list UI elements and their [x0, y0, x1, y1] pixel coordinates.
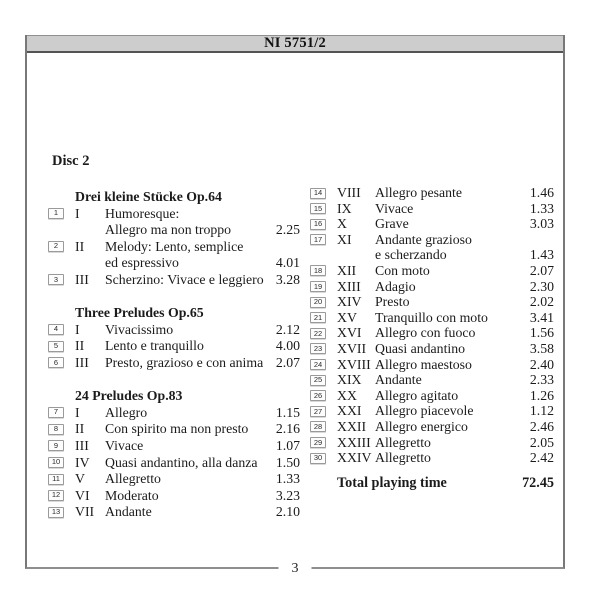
track-title: Andante: [375, 372, 422, 388]
track-number-badge: 15: [310, 203, 326, 214]
section-heading: Three Preludes Op.65: [75, 305, 204, 321]
track-row: [310, 216, 554, 232]
track-row: [310, 357, 554, 373]
track-number-cell: [310, 388, 337, 402]
track-number-badge: 24: [310, 359, 326, 370]
track-time: 2.12: [275, 321, 300, 337]
track-title: Allegretto: [375, 450, 431, 466]
track-number-cell: [310, 372, 337, 386]
track-title: Lento e tranquillo: [105, 338, 204, 354]
track-time: 1.12: [529, 403, 554, 419]
track-row: [310, 450, 554, 466]
track-number-cell: [310, 341, 337, 355]
track-number-cell: [310, 294, 337, 308]
total-playing-time-value: 72.45: [522, 474, 554, 491]
total-playing-time-row: [310, 476, 554, 492]
track-time: 2.42: [529, 450, 554, 466]
track-row: [48, 338, 300, 355]
track-roman-numeral: XXII: [337, 418, 367, 434]
track-row: [310, 279, 554, 295]
track-time: 2.07: [275, 354, 300, 370]
track-roman-numeral: II: [75, 338, 85, 354]
track-time: 3.58: [529, 340, 554, 356]
track-number-cell: [310, 357, 337, 371]
track-title: Adagio: [375, 278, 416, 294]
track-number-badge: 30: [310, 453, 326, 464]
track-roman-numeral: XXIII: [337, 434, 371, 450]
track-roman-numeral: III: [75, 354, 89, 370]
track-number-cell: [310, 263, 337, 277]
track-number-cell: [310, 435, 337, 449]
track-number-badge: 3: [48, 274, 64, 285]
track-number-badge: 29: [310, 437, 326, 448]
track-row: [48, 504, 300, 521]
track-number-cell: [310, 403, 337, 417]
track-row: [310, 388, 554, 404]
track-time: 1.26: [529, 387, 554, 403]
track-number-cell: [48, 504, 75, 518]
track-roman-numeral: I: [75, 321, 80, 337]
track-roman-numeral: VII: [75, 504, 95, 520]
track-row: [310, 185, 554, 201]
track-number-cell: [310, 216, 337, 230]
track-number-cell: [48, 272, 75, 286]
track-number-badge: 14: [310, 188, 326, 199]
track-number-cell: [48, 206, 75, 220]
track-number-cell: [48, 421, 75, 435]
track-title: Moderato: [105, 487, 159, 503]
track-number-cell: [48, 405, 75, 419]
track-roman-numeral: XI: [337, 231, 352, 247]
track-continuation-row: [310, 247, 554, 263]
track-title: Allegro energico: [375, 418, 468, 434]
track-title: Quasi andantino: [375, 340, 466, 356]
track-number-badge: 17: [310, 234, 326, 245]
track-row: [310, 294, 554, 310]
track-number-badge: 2: [48, 241, 64, 252]
track-time: 1.50: [275, 454, 300, 470]
track-roman-numeral: V: [75, 471, 85, 487]
track-title: Andante grazioso: [375, 231, 472, 247]
track-roman-numeral: XXI: [337, 403, 362, 419]
track-roman-numeral: I: [75, 205, 80, 221]
track-roman-numeral: XIV: [337, 294, 362, 310]
track-number-cell: [310, 232, 337, 246]
track-number-cell: [310, 201, 337, 215]
catalog-number: NI 5751/2: [264, 35, 326, 51]
track-column-left: [48, 189, 300, 521]
track-title: Allegretto: [375, 434, 431, 450]
page-number: 3: [279, 561, 312, 577]
track-number-badge: 23: [310, 343, 326, 354]
track-number-badge: 5: [48, 341, 64, 352]
track-number-badge: 19: [310, 281, 326, 292]
track-row: [48, 405, 300, 422]
track-time: 2.05: [529, 434, 554, 450]
track-title: Allegro piacevole: [375, 403, 474, 419]
track-row: [48, 322, 300, 339]
track-row: [48, 488, 300, 505]
track-title: Vivacissimo: [105, 321, 174, 337]
track-row: [310, 263, 554, 279]
track-number-badge: 26: [310, 390, 326, 401]
track-number-badge: 27: [310, 406, 326, 417]
track-number-badge: 10: [48, 457, 64, 468]
track-number-badge: 8: [48, 424, 64, 435]
track-time: 2.25: [275, 222, 300, 238]
track-number-badge: 16: [310, 219, 326, 230]
track-row: [310, 325, 554, 341]
track-time: 3.03: [529, 216, 554, 232]
track-roman-numeral: VIII: [337, 185, 361, 200]
track-number-badge: 6: [48, 357, 64, 368]
track-number-badge: 20: [310, 297, 326, 308]
track-time: 2.46: [529, 418, 554, 434]
track-title: Allegro ma non troppo: [105, 222, 232, 238]
track-number-cell: [48, 438, 75, 452]
track-time: 2.40: [529, 356, 554, 372]
spacer-row: [48, 372, 300, 389]
track-roman-numeral: X: [337, 216, 347, 232]
track-number-cell: [310, 325, 337, 339]
track-number-badge: 4: [48, 324, 64, 335]
track-row: [310, 403, 554, 419]
track-title: Allegro maestoso: [375, 356, 472, 372]
track-roman-numeral: XVIII: [337, 356, 371, 372]
track-roman-numeral: VI: [75, 487, 90, 503]
track-number-badge: 28: [310, 421, 326, 432]
track-title: Allegro agitato: [375, 387, 459, 403]
track-time: 4.00: [275, 338, 300, 354]
track-number-badge: 7: [48, 407, 64, 418]
track-roman-numeral: II: [75, 238, 85, 254]
track-column-right: [310, 185, 554, 491]
catalog-header-bar: [27, 35, 563, 53]
track-time: 2.02: [529, 294, 554, 310]
track-time: 3.28: [275, 271, 300, 287]
section-heading: Drei kleine Stücke Op.64: [75, 189, 222, 204]
track-time: 1.33: [275, 471, 300, 487]
track-title: Humoresque:: [105, 205, 180, 221]
track-time: 2.07: [529, 262, 554, 278]
track-time: 3.23: [275, 487, 300, 503]
track-row: [310, 419, 554, 435]
track-title: Quasi andantino, alla danza: [105, 454, 258, 470]
track-row: [310, 232, 554, 248]
track-continuation-row: [48, 222, 300, 239]
track-row: [48, 206, 300, 223]
track-title: e scherzando: [375, 247, 447, 263]
track-number-cell: [48, 322, 75, 336]
track-row: [48, 455, 300, 472]
track-row: [48, 421, 300, 438]
track-number-cell: [310, 419, 337, 433]
track-roman-numeral: I: [75, 404, 80, 420]
track-time: 1.33: [529, 200, 554, 216]
track-number-badge: 22: [310, 328, 326, 339]
track-continuation-row: [48, 255, 300, 272]
track-roman-numeral: XXIV: [337, 450, 372, 466]
track-roman-numeral: II: [75, 421, 85, 437]
track-time: 1.43: [529, 247, 554, 263]
track-time: 1.46: [529, 185, 554, 200]
track-number-badge: 13: [48, 507, 64, 518]
track-row: [310, 341, 554, 357]
track-roman-numeral: XVII: [337, 340, 367, 356]
track-title: Vivace: [105, 437, 144, 453]
track-number-cell: [48, 488, 75, 502]
track-title: Andante: [105, 504, 152, 520]
track-time: 2.16: [275, 421, 300, 437]
track-roman-numeral: XII: [337, 262, 357, 278]
track-title: Con moto: [375, 262, 430, 278]
track-title: Con spirito ma non presto: [105, 421, 249, 437]
track-row: [310, 372, 554, 388]
total-playing-time-label: Total playing time: [337, 474, 447, 491]
track-title: Grave: [375, 216, 409, 232]
track-time: 1.15: [275, 404, 300, 420]
track-number-badge: 1: [48, 208, 64, 219]
track-time: 2.33: [529, 372, 554, 388]
track-number-badge: 18: [310, 265, 326, 276]
track-number-badge: 9: [48, 440, 64, 451]
track-roman-numeral: XIII: [337, 278, 361, 294]
track-number-badge: 21: [310, 312, 326, 323]
track-title: Presto, grazioso e con anima: [105, 354, 264, 370]
track-rows-right: [310, 185, 554, 466]
track-number-cell: [310, 450, 337, 464]
track-title: Presto: [375, 294, 410, 310]
section-heading: 24 Preludes Op.83: [75, 388, 183, 404]
track-roman-numeral: XV: [337, 309, 357, 325]
track-number-cell: [48, 355, 75, 369]
track-title: ed espressivo: [105, 255, 179, 271]
track-number-cell: [310, 279, 337, 293]
track-row: [48, 438, 300, 455]
track-row: [48, 471, 300, 488]
track-number-cell: [48, 239, 75, 253]
track-time: 3.41: [529, 309, 554, 325]
track-time: 1.56: [529, 325, 554, 341]
disc-label: Disc 2: [52, 153, 90, 169]
track-title: Allegro pesante: [375, 185, 462, 200]
track-row: [310, 310, 554, 326]
track-time: 2.30: [529, 278, 554, 294]
track-title: Allegro con fuoco: [375, 325, 476, 341]
track-row: [310, 201, 554, 217]
tracklist-content: [27, 53, 563, 569]
track-number-badge: 25: [310, 375, 326, 386]
track-number-cell: [48, 455, 75, 469]
track-row: [48, 355, 300, 372]
track-time: 4.01: [275, 255, 300, 271]
track-roman-numeral: III: [75, 437, 89, 453]
track-roman-numeral: IV: [75, 454, 90, 470]
track-number-cell: [48, 338, 75, 352]
track-roman-numeral: XIX: [337, 372, 362, 388]
track-title: Scherzino: Vivace e leggiero: [105, 271, 264, 287]
track-title: Allegro: [105, 404, 148, 420]
track-row: [48, 272, 300, 289]
booklet-page-frame: [25, 35, 565, 576]
track-number-badge: 12: [48, 490, 64, 501]
track-number-badge: 11: [48, 474, 64, 485]
track-number-cell: [48, 471, 75, 485]
track-roman-numeral: IX: [337, 200, 352, 216]
track-row: [48, 239, 300, 256]
track-title: Tranquillo con moto: [375, 309, 488, 325]
track-time: 2.10: [275, 504, 300, 520]
track-title: Allegretto: [105, 471, 161, 487]
spacer-row: [48, 289, 300, 306]
track-roman-numeral: XVI: [337, 325, 362, 341]
track-number-cell: [310, 310, 337, 324]
track-roman-numeral: XX: [337, 387, 357, 403]
track-number-cell: [310, 185, 337, 199]
track-title: Vivace: [375, 200, 414, 216]
track-row: [310, 435, 554, 451]
track-roman-numeral: III: [75, 271, 89, 287]
track-title: Melody: Lento, semplice: [105, 238, 244, 254]
track-time: 1.07: [275, 437, 300, 453]
